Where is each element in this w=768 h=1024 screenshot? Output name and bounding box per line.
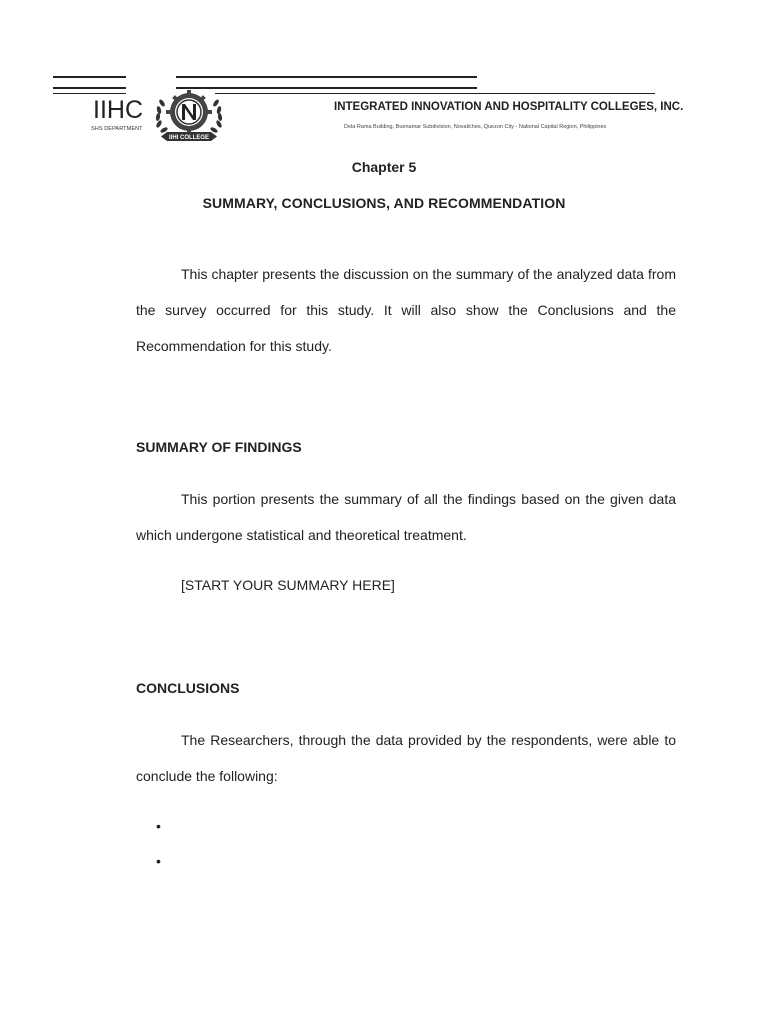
- svg-text:IIHI COLLEGE: IIHI COLLEGE: [168, 135, 210, 141]
- summary-heading: SUMMARY OF FINDINGS: [136, 439, 302, 455]
- department-label: SHS DEPARTMENT: [91, 126, 143, 132]
- intro-paragraph: This chapter presents the discussion on the summary of the analyzed data from the survey occurred for this study. It will also show the Conclusions and the Recommendation for this study.: [136, 266, 676, 354]
- bullet-item: •: [156, 853, 161, 869]
- institution-address: Dela Rama Building, Buenamar Subdivision, Novaliches, Quezon City - National Capital Region, Philippines: [344, 124, 607, 130]
- letterhead-rule-left-top: [53, 76, 126, 78]
- conclusions-heading: CONCLUSIONS: [136, 680, 240, 696]
- letterhead-rule-right-lower: [215, 93, 655, 94]
- summary-placeholder: [START YOUR SUMMARY HERE]: [181, 577, 395, 593]
- bullet-item: •: [156, 818, 161, 834]
- letterhead-rule-left-lower: [53, 93, 126, 94]
- letterhead-rule-right-top: [176, 76, 477, 78]
- college-seal-icon: [151, 90, 227, 142]
- institution-name: INTEGRATED INNOVATION AND HOSPITALITY COLLEGES, INC.: [334, 101, 684, 113]
- letterhead-rule-right-middle: [176, 87, 477, 89]
- summary-paragraph: This portion presents the summary of all the findings based on the given data which undergone statistical and theoretical treatment.: [136, 491, 676, 543]
- chapter-heading: SUMMARY, CONCLUSIONS, AND RECOMMENDATION: [202, 195, 566, 211]
- letterhead-rule-left-middle: [53, 87, 126, 89]
- conclusions-paragraph: The Researchers, through the data provided by the respondents, were able to conclude the following:: [136, 732, 676, 784]
- chapter-title: Chapter 5: [351, 159, 417, 175]
- iihc-logo-text: IIHC: [93, 96, 143, 124]
